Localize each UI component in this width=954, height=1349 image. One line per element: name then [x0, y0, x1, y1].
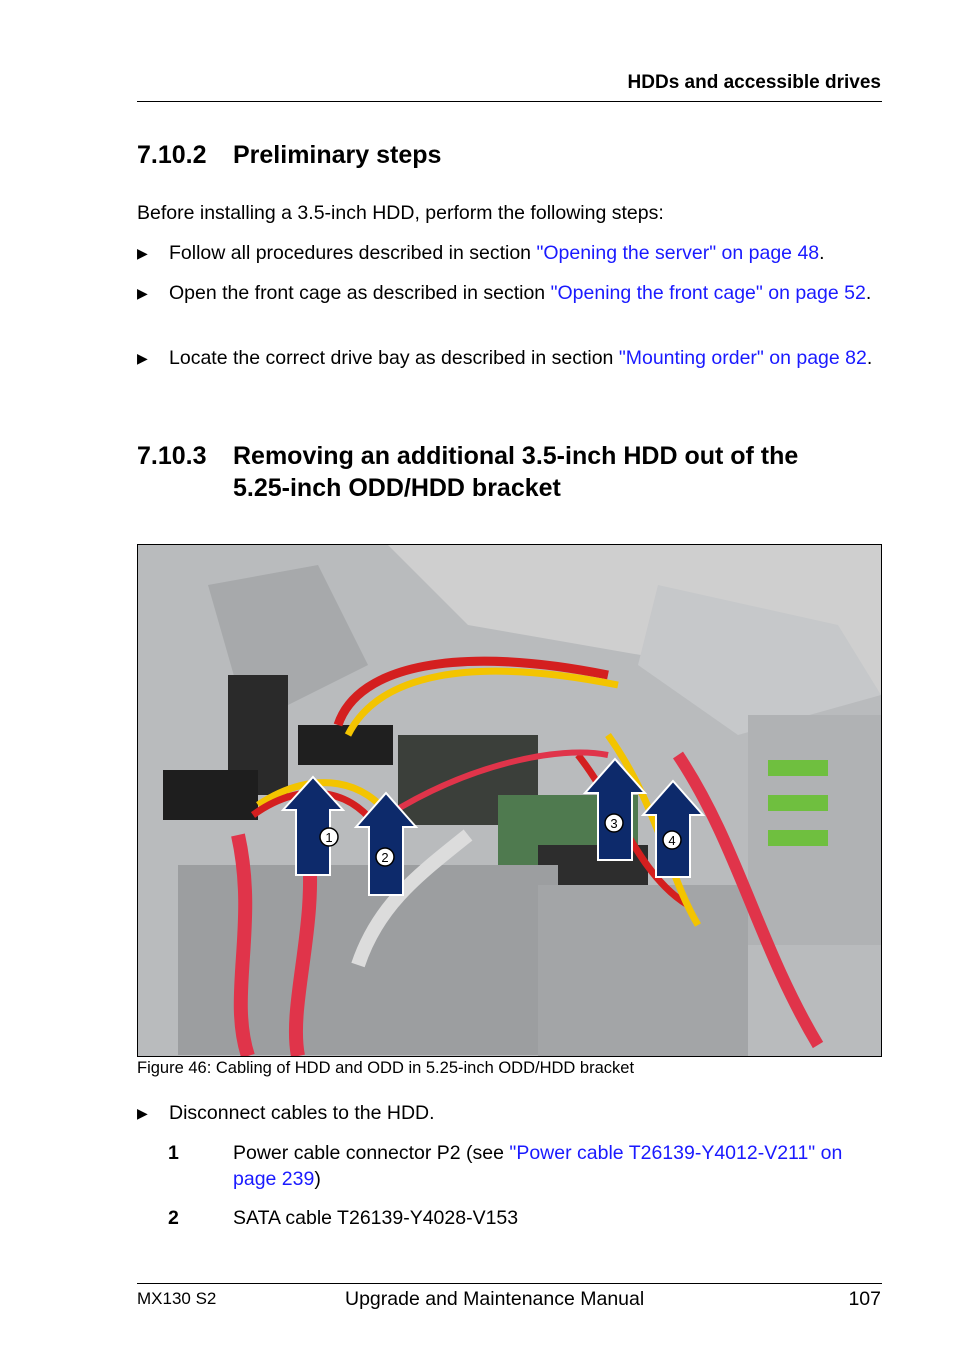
step-item: ▶ Open the front cage as described in section "Opening the front cage" on page 52.	[137, 282, 872, 304]
footer-model: MX130 S2	[137, 1289, 217, 1308]
section-title: Removing an additional 3.5-inch HDD out of the	[233, 442, 799, 470]
instruction-item: ▶ Disconnect cables to the HDD.	[137, 1102, 435, 1124]
bullet-triangle-icon: ▶	[137, 285, 148, 301]
footer-rule	[137, 1283, 882, 1284]
page-number: 107	[848, 1288, 881, 1310]
legend-number: 2	[168, 1207, 179, 1229]
link-mounting-order[interactable]: "Mounting order" on page 82	[618, 347, 867, 369]
legend-item-1: 1 Power cable connector P2 (see "Power cable T26139-Y4012-V211" on page 239)	[168, 1142, 843, 1190]
bullet-triangle-icon: ▶	[137, 1105, 148, 1121]
callout-label: 4	[668, 833, 676, 848]
link-opening-server[interactable]: "Opening the server" on page 48	[536, 242, 820, 264]
section-heading-preliminary	[137, 141, 441, 170]
section-title: Preliminary steps	[233, 141, 442, 169]
bullet-triangle-icon: ▶	[137, 350, 148, 366]
callout-label: 2	[381, 850, 389, 865]
section-title-line2: 5.25-inch ODD/HDD bracket	[233, 474, 561, 502]
legend-text: SATA cable T26139-Y4028-V153	[233, 1207, 519, 1229]
link-opening-front-cage[interactable]: "Opening the front cage" on page 52	[550, 282, 866, 304]
link-power-cable[interactable]: "Power cable T26139-Y4012-V211" on page 239	[233, 1142, 843, 1190]
footer-manual-title: Upgrade and Maintenance Manual	[345, 1288, 645, 1310]
step-item: ▶ Follow all procedures described in section "Opening the server" on page 48.	[137, 242, 825, 264]
header-rule	[137, 101, 882, 102]
callout-label: 1	[325, 830, 333, 845]
section-number: 7.10.2	[137, 141, 207, 169]
running-header: HDDs and accessible drives	[627, 72, 881, 93]
bracket-photo-illustration	[138, 545, 881, 1056]
section-heading-removing	[137, 442, 798, 471]
callout-label: 3	[610, 816, 618, 831]
bullet-triangle-icon: ▶	[137, 245, 148, 261]
step-item: ▶ Locate the correct drive bay as described in section "Mounting order" on page 82.	[137, 347, 873, 369]
figure-caption: Figure 46: Cabling of HDD and ODD in 5.25-inch ODD/HDD bracket	[137, 1059, 635, 1077]
figure-cabling-photo	[137, 544, 882, 1057]
section-number: 7.10.3	[137, 442, 207, 470]
intro-paragraph: Before installing a 3.5-inch HDD, perform the following steps:	[137, 202, 664, 224]
legend-number: 1	[168, 1142, 179, 1164]
legend-item-2	[168, 1205, 888, 1231]
